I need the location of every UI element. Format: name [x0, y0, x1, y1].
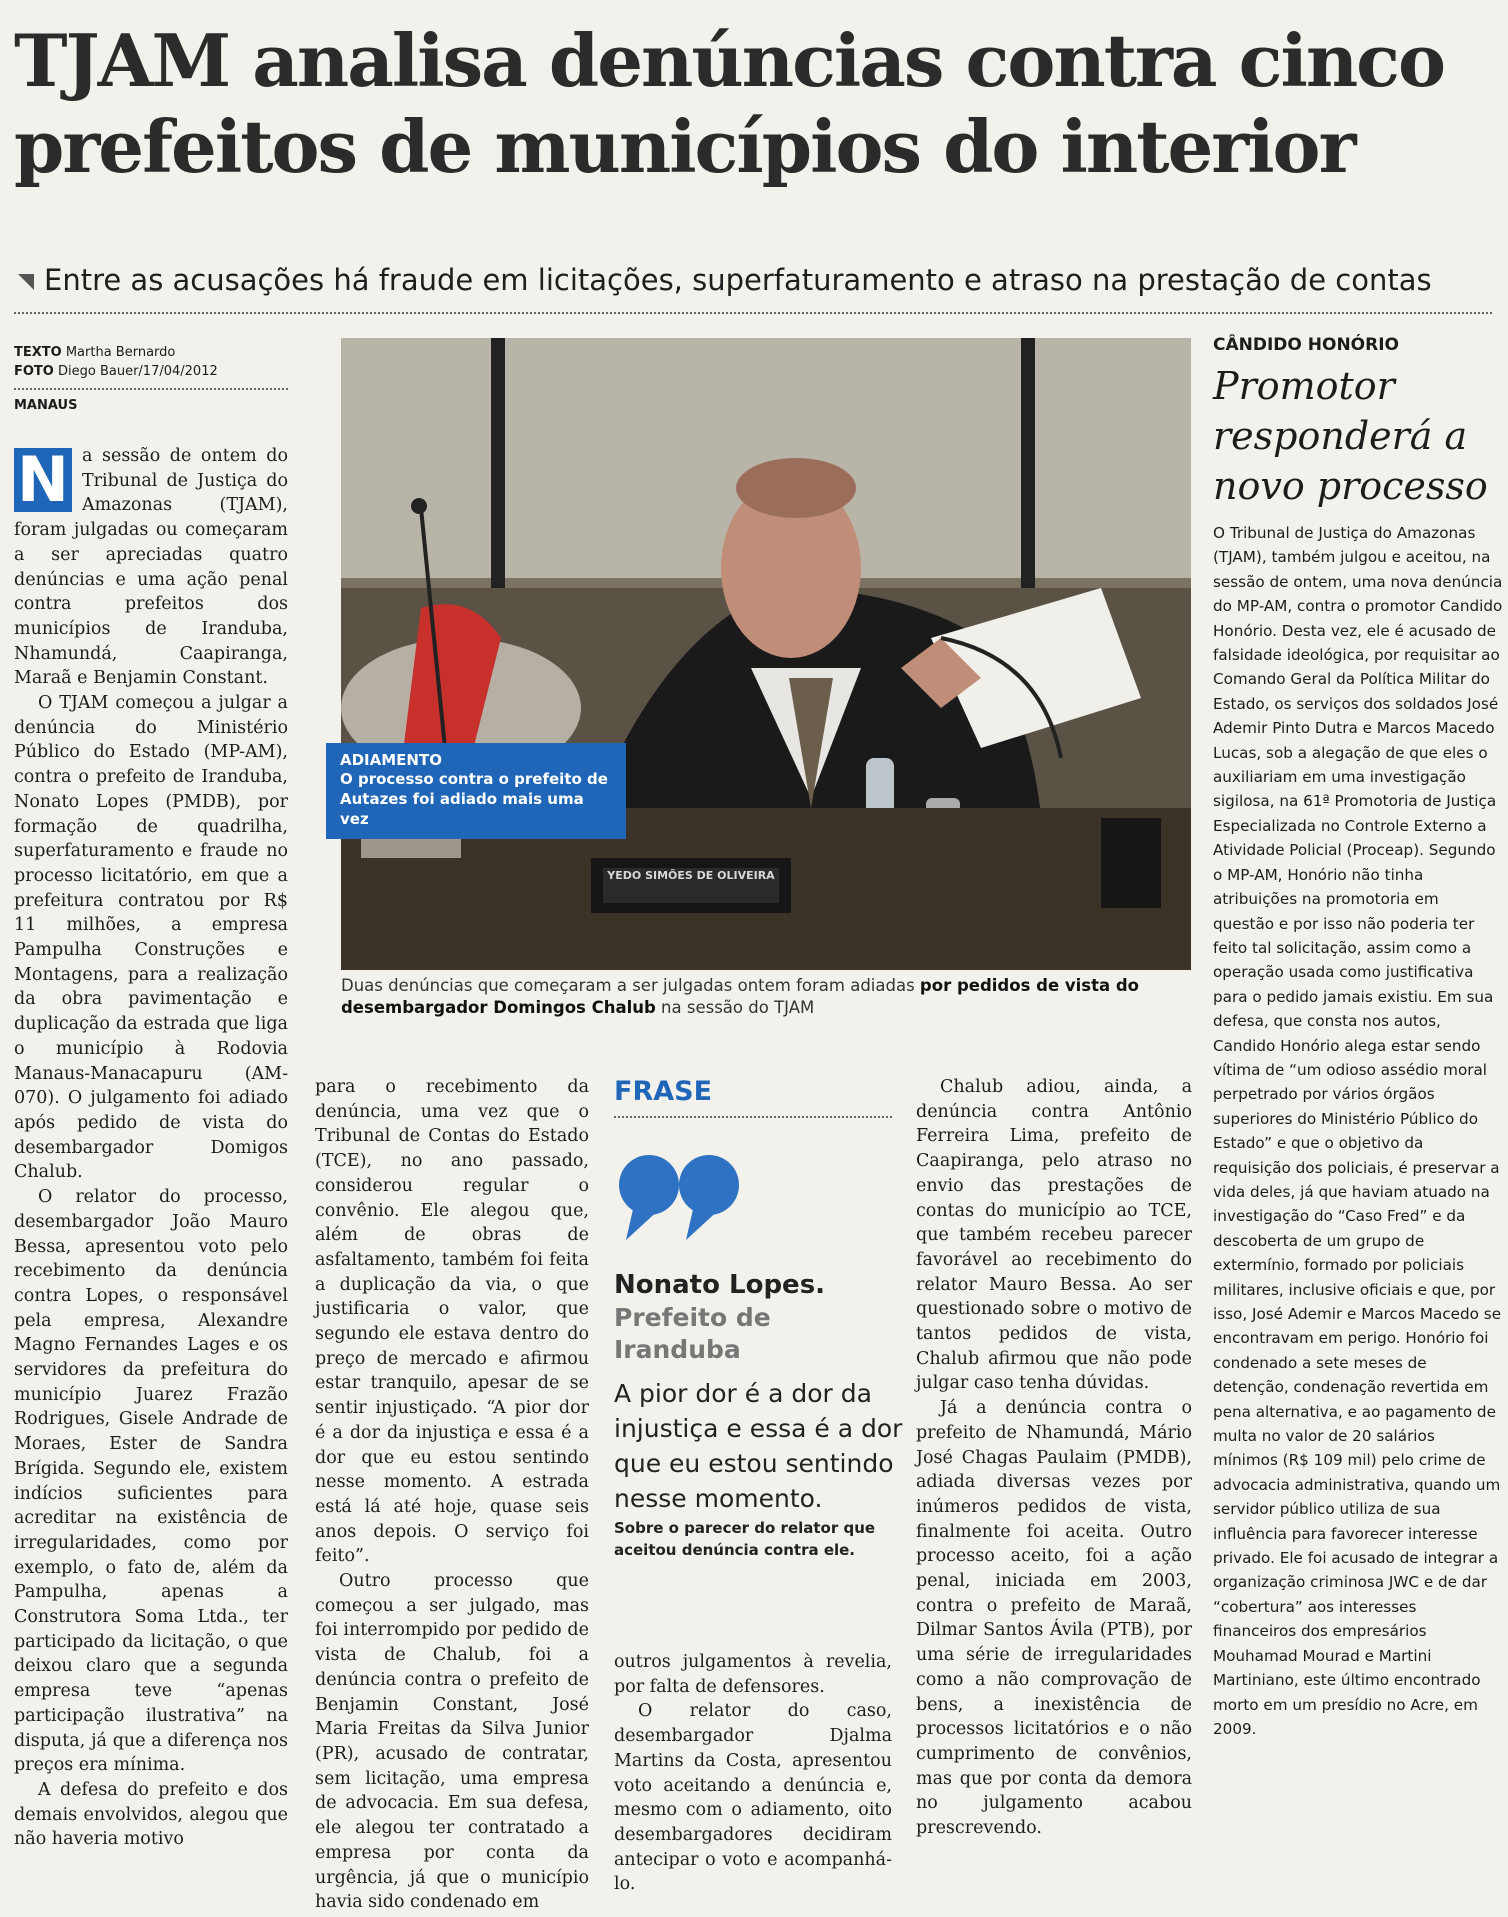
frase-role: Prefeito de Iranduba	[614, 1303, 771, 1364]
adiamento-body: O processo contra o prefeito de Autazes foi adiado mais uma vez	[340, 770, 608, 828]
paragraph: O relator do caso, desembargador Djalma Martins da Costa, apresentou voto aceitando a denúncia e, mesmo com o adiamento, oito desembargadores decidiram antecipar o voto e acompanhá-lo.	[614, 1701, 892, 1895]
divider	[14, 388, 288, 390]
credits	[14, 343, 218, 381]
city-label: MANAUS	[14, 398, 78, 413]
frase-note: Sobre o parecer do relator que aceitou denúncia contra ele.	[614, 1519, 876, 1559]
adiamento-title: ADIAMENTO	[340, 751, 442, 769]
photo	[341, 338, 1191, 970]
triangle-icon	[18, 274, 34, 290]
frase-name: Nonato Lopes.	[614, 1270, 826, 1300]
subheadline-text: Entre as acusações há fraude em licitações, superfaturamento e atraso na prestação de contas	[44, 263, 1432, 297]
text-label: TEXTO	[14, 345, 62, 360]
photo-author: Diego Bauer/17/04/2012	[58, 364, 218, 379]
paragraph: O relator do processo, desembargador João Mauro Bessa, apresentou voto pelo recebimento da denúncia contra Lopes, o responsável pela empresa, Alexandre Magno Fernandes Lages e os servidores da prefeitura do município Juarez Frazão Rodrigues, Gisele Andrade de Moraes, Ester de Sandra Brígida. Segundo ele, existem indícios suficientes para acreditar na existência de irregularidades, como por exemplo, o fato de, além da Pampulha, apenas a Construtora Soma Ltda., ter participado da licitação, o que deixou claro que a segunda empresa teve “apenas participação ilustrativa” na disputa, já que a diferença nos preços era mínima.	[14, 1187, 288, 1776]
paragraph: Já a denúncia contra o prefeito de Nhamundá, Mário José Chagas Paulaim (PMDB), adiada diversas vezes por inúmeros pedidos de vista, finalmente foi aceita. Outro processo aceito, foi a ação penal, iniciada em 2003, contra o prefeito de Maraã, Dilmar Santos Ávila (PTB), por uma série de irregularidades como a não comprovação de bens, a inexistência de processos licitatórios e o não cumprimento de convênios, mas que por conta da demora no julgamento acabou prescrevendo.	[916, 1398, 1192, 1839]
paragraph: Chalub adiou, ainda, a denúncia contra Antônio Ferreira Lima, prefeito de Caapiranga, pelo atraso no envio das prestações de contas do município ao TCE, que também recebeu parecer favorável ao recebimento do relator Mauro Bessa. Ao ser questionado sobre o motivo de tantos pedidos de vista, Chalub afirmou que não pode julgar caso tenha dúvidas.	[916, 1077, 1192, 1394]
article-column-4	[916, 1075, 1192, 1841]
frase-quote: A pior dor é a dor da injustiça e essa é a dor que eu estou sentindo nesse momento.	[614, 1379, 903, 1513]
sidebar-name: CÂNDIDO HONÓRIO	[1213, 335, 1400, 355]
paragraph: N a sessão de ontem do Tribunal de Justiça do Amazonas (TJAM), foram julgadas ou começaram a ser apreciadas quatro denúncias e uma ação penal contra prefeitos dos municípios de Iranduba, Nhamundá, Caapiranga, Maraã e Benjamin Constant.	[14, 443, 288, 689]
sidebar-body: O Tribunal de Justiça do Amazonas (TJAM), também julgou e aceitou, na sessão de ontem, uma nova denúncia do MP-AM, contra o promotor Candido Honório. Desta vez, ele é acusado de falsidade ideológica, por requisitar ao Comando Geral da Política Militar do Estado, os serviços dos soldados José Ademir Pinto Dutra e Marcos Macedo Lucas, sob a alegação de que eles o auxiliariam em uma investigação sigilosa, na 61ª Promotoria de Justiça Especializada no Controle Externo a Atividade Policial (Proceap). Segundo o MP-AM, Honório não tinha atribuições na promotoria em questão e por isso não poderia ter feito tal solicitação, assim como a operação usada como justificativa para o pedido jamais existiu. Em sua defesa, que consta nos autos, Candido Honório alega estar sendo vítima de “um odioso assédio moral perpetrado por vários órgãos superiores do Ministério Público do Estado” e que o objetivo da requisição dos policiais, é preservar a vida deles, já que haviam atuado na investigação do “Caso Fred” e da descoberta de um grupo de extermínio, formado por policiais militares, inclusive oficiais e que, por isso, José Ademir e Marcos Macedo se encontravam em perigo. Honório foi condenado a sete meses de detenção, condenação revertida em pena alternativa, e ao pagamento de multa no valor de 20 salários mínimos (R$ 109 mil) pelo crime de advocacia administrativa, quando um servidor público utiliza de sua influência para favorecer interesse privado. Ele foi acusado de integrar a organização criminosa JWC e de dar “cobertura” aos interesses financeiros dos empresários Mouhamad Mourad e Martini Martiniano, este último encontrado morto em um presídio no Acre, em 2009.	[1213, 524, 1503, 1738]
paragraph: para o recebimento da denúncia, uma vez que o Tribunal de Contas do Estado (TCE), no ano passado, considerou regular o convênio. Ele alegou que, além de obras de asfaltamento, também foi feita a duplicação da via, o que justificaria o valor, que segundo ele estava dentro do preço de mercado e afirmou estar tranquilo, apesar de se sentir injustiçado. “A pior dor é a dor da injustiça e essa é a dor que eu estou sentindo nesse momento. A estrada está lá até hoje, quase seis anos depois. O serviço foi feito”.	[315, 1077, 589, 1567]
sidebar	[1213, 335, 1503, 1741]
sidebar-title: Promotor responderá a novo processo	[1213, 364, 1488, 508]
text-author: Martha Bernardo	[65, 345, 176, 360]
paragraph: A defesa do prefeito e dos demais envolvidos, alegou que não haveria motivo	[14, 1779, 288, 1850]
adiamento-box	[326, 743, 626, 839]
article-column-2	[315, 1075, 589, 1915]
quote-icon	[614, 1145, 744, 1245]
photo-caption: Duas denúncias que começaram a ser julgadas ontem foram adiadas por pedidos de vista do desembargador Domingos Chalub na sessão do TJAM	[341, 976, 1140, 1017]
paragraph: O TJAM começou a julgar a denúncia do Ministério Público do Estado (MP-AM), contra o prefeito de Iranduba, Nonato Lopes (PMDB), por formação de quadrilha, superfaturamento e fraude no processo licitatório, em que a prefeitura contratou por R$ 11 milhões, a empresa Pampulha Construções e Montagens, para a realização da obra pavimentação e duplicação da estrada que liga o município à Rodovia Manaus-Manacapuru (AM-070). O julgamento foi adiado após pedido de vista do desembargador Domigos Chalub.	[14, 693, 288, 1183]
headline: TJAM analisa denúncias contra cinco prefeitos de municípios do interior	[14, 18, 1445, 189]
nameplate: YEDO SIMÕES DE OLIVEIRA	[607, 869, 775, 882]
subheadline	[18, 262, 1488, 298]
article-column-3	[614, 1650, 892, 1897]
article-column-1	[14, 444, 288, 1852]
divider	[614, 1116, 892, 1118]
frase-label: FRASE	[614, 1076, 713, 1107]
paragraph: Outro processo que começou a ser julgado, mas foi interrompido por pedido de vista de Chalub, foi a denúncia contra o prefeito de Benjamin Constant, José Maria Freitas da Silva Junior (PR), acusado de contratar, sem licitação, uma empresa de advocacia. Em sua defesa, ele alegou ter contratado a empresa por conta da urgência, já que o município havia sido condenado em	[315, 1571, 589, 1913]
divider	[14, 312, 1492, 314]
paragraph: outros julgamentos à revelia, por falta de defensores.	[614, 1652, 892, 1697]
photo-label: FOTO	[14, 364, 54, 379]
dropcap: N	[14, 448, 72, 512]
